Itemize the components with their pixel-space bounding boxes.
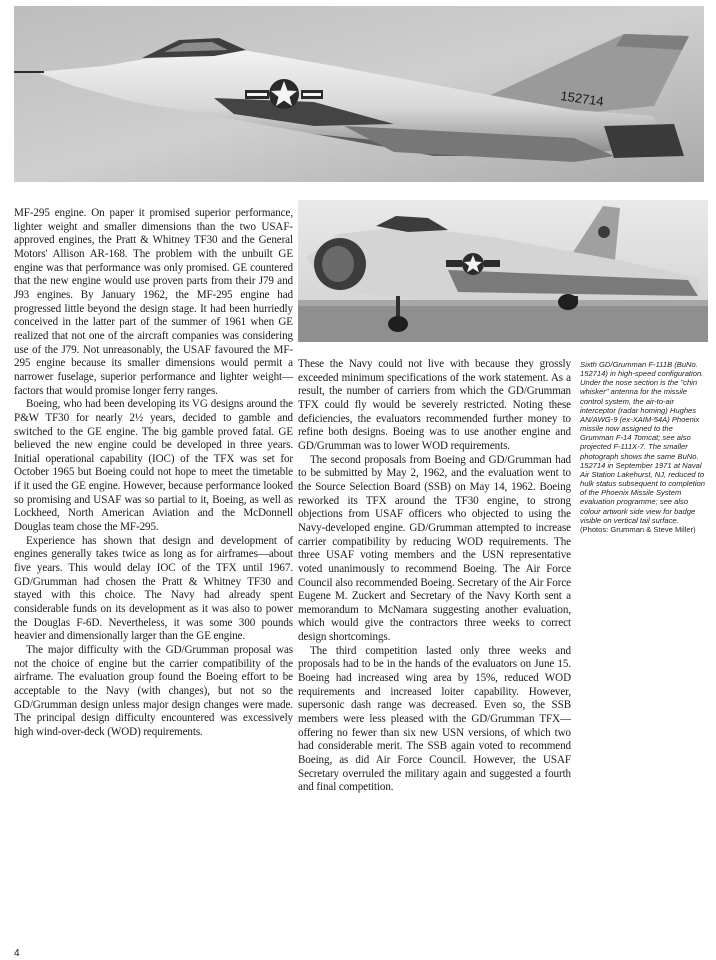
paragraph: The major difficulty with the GD/Grumman proposal was not the choice of engine but the carrier compatibility of the airframe. The evaluation group found the Boeing effort to be acceptable to the Navy (with changes), but not so the GD/Grumman design unless major design changes were made. The principal design difficulty encountered was excessively high wind-over-deck (WOD) requirements.: [14, 644, 293, 738]
paragraph: The second proposals from Boeing and GD/Grumman had to be submitted by May 2, 1962, and the evaluation went to the Source Selection Board (SSB) on May 14, 1962. Boeing reworked its TFX around the TF30 engine, to strong objections from USAF officers who objected to using the Navy-developed engine. GD/Grumman attempted to increase carrier compatibility by reducing WOD requirements. The three USAF voting members and the USN representative voted unanimously to recommend Boeing. The Air Force Council also recommended Boeing. Secretary of the Air Force Eugene M. Zuckert and Secretary of the Navy Korth sent a memorandum to McNamara suggesting another evaluation, which would give the contractors three weeks to correct design shortcomings.: [298, 453, 571, 644]
tail-serial: 152714: [559, 88, 605, 110]
paragraph: MF-295 engine. On paper it promised superior performance, lighter weight and smaller dimensions than the two USAF-approved engines, the Pratt & Whitney TF30 and the General Motors' Allison AR-168. The problem with the unbuilt GE engine was that performance was only promised. GE countered that the new engine would use proven parts from their J79 and J93 engines. By January 1962, the MF-295 engine had progressed little beyond the design stage. It had been hurriedly conceived in the latter part of the summer of 1961 when GE realized that not one of the aircraft companies was considering use of the J79. Not unreasonably, the USAF favoured the MF-295 engine because its smaller dimensions would permit a narrower fuselage, superior performance and lighter weight—factors that would promise longer ferry ranges.: [14, 207, 293, 397]
photo-caption: [580, 360, 708, 534]
article-right-column: [298, 358, 571, 795]
paragraph: The third competition lasted only three weeks and proposals had to be in the hands of the evaluators on June 15. Boeing had increased wing area by 15%, reduced WOD requirements and increased loiter capability. However, supersonic dash range was decreased. Even so, the SSB members were less pleased with the GD/Grumman TFX—offering no fewer than six new USN versions, of which two had considerable merit. The SSB again voted to recommend Boeing, as did Air Force Council. However, the USAF Secretary overruled the military again and suggested a fourth and final competition.: [298, 644, 571, 794]
paragraph: Experience has shown that design and development of engines generally takes twice as long as for airframes—about five years. This would delay IOC of the TFX until 1967. GD/Grumman had chosen the Pratt & Whitney TF30 and stayed with this choice. The Navy had already spent considerable funds on its development as it was also to power the Douglas F-6D. Nevertheless, it was some 300 pounds heavier and dimensionally larger than the GE engine.: [14, 534, 293, 643]
caption-text: Sixth GD/Grumman F-111B (BuNo. 152714) in high-speed configuration. Under the nose section is the "chin whisker" antenna for the missile control system, the air-to-air interceptor (radar homing) Hughes AN/AWG-9 (ex-XAIM-54A) Phoenix missile now assigned to the Grumman F-14 Tomcat; see also projected F-111X-7. The smaller photograph shows the same BuNo. 152714 in September 1971 at Naval Air Station Lakehurst, NJ, reduced to hulk status subsequent to completion of the Phoenix Missile System evaluation programme; see also colour artwork side view for badge visible on vertical tail surface.: [580, 360, 705, 525]
page-mark: 4: [14, 948, 20, 959]
photo-credit: (Photos: Grumman & Steve Miller): [580, 524, 696, 534]
aircraft-flight-photo: [14, 6, 704, 182]
aircraft-ground-photo: [298, 200, 708, 342]
paragraph: These the Navy could not live with because they grossly exceeded minimum specifications of the work statement. As a result, the number of carriers from which the GD/Grumman TFX could fly would be severely restricted. Noting these deficiencies, the evaluators recommended further money to refine both designs. Boeing was to use another engine and GD/Grumman was to lower WOD requirements.: [298, 358, 571, 452]
article-left-column: [14, 207, 293, 740]
paragraph: Boeing, who had been developing its VG designs around the P&W TF30 for nearly 2½ years, decided to gamble and switched to the GE engine. The big gamble proved fatal. GE believed the new engine could be developed in three years. Initial operational capability (IOC) of the TFX was set for October 1965 but Boeing could not hope to meet the timetable if it used the GE engine. However, because performance looked so promising and USAF was so partial to it, Boeing, as well as Lockheed, North American Aviation and the McDonnell Douglas team chose the MF-295.: [14, 398, 293, 534]
